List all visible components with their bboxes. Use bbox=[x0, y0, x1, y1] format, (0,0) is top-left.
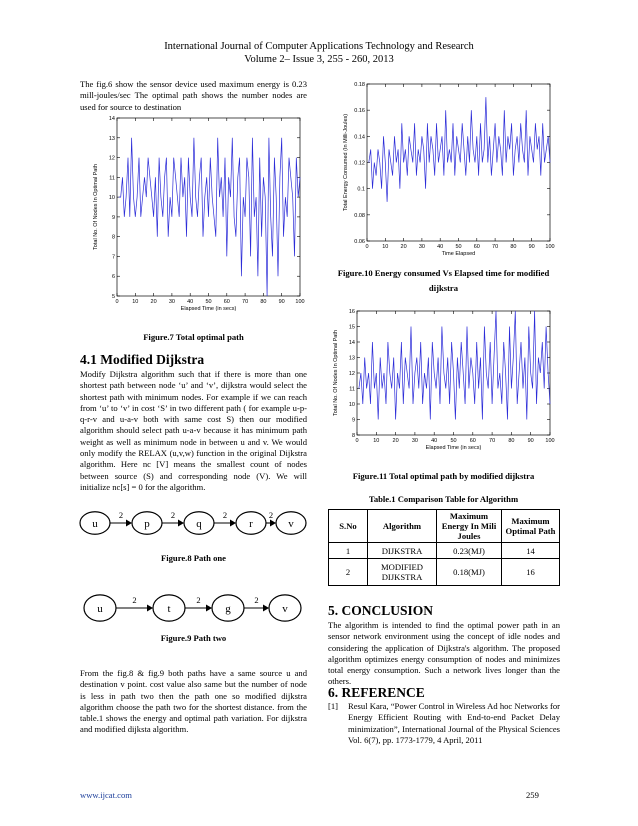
y-tick-label: 0.14 bbox=[354, 134, 365, 141]
x-tick-label: 30 bbox=[168, 299, 175, 305]
x-tick-label: 80 bbox=[510, 244, 517, 250]
y-tick-label: 13 bbox=[348, 355, 355, 362]
edge-weight-label: 2 bbox=[254, 595, 259, 605]
conclusion-title: 5. CONCLUSION bbox=[328, 603, 434, 618]
graph-node-label: p bbox=[144, 518, 150, 530]
y-tick-label: 12 bbox=[108, 155, 115, 162]
graph-node-label: u bbox=[97, 603, 103, 615]
x-axis-label: Time Elapsed bbox=[441, 251, 476, 257]
x-tick-label: 10 bbox=[382, 244, 389, 250]
fig7-caption: Figure.7 Total optimal path bbox=[143, 332, 244, 342]
fig7-optimal-path-plot bbox=[80, 112, 310, 322]
reference-1-number: [1] bbox=[328, 701, 339, 711]
x-tick-label: 90 bbox=[527, 438, 534, 444]
x-tick-label: 70 bbox=[489, 438, 496, 444]
cell-energy: 0.18(MJ) bbox=[437, 559, 502, 586]
graph-node-label: q bbox=[196, 518, 202, 530]
reference-1-text: Resul Kara, “Power Control in Wireless Ad hoc Networks for Energy Efficient Routing with End-to-end Packet Delay minimization”, International Journal of the Physical Sciences Vol. 6(7), pp. 1773-1779, 4 April, 2011 bbox=[348, 701, 560, 745]
y-tick-label: 0.08 bbox=[354, 212, 365, 219]
header-max-path: Maximum Optimal Path bbox=[502, 510, 560, 543]
edge-weight-label: 2 bbox=[196, 595, 201, 605]
cell-energy: 0.23(MJ) bbox=[437, 543, 502, 559]
edge-arrowhead bbox=[206, 605, 212, 612]
graph-node-label: v bbox=[282, 603, 288, 615]
fig9-path-two-diagram bbox=[78, 590, 310, 626]
x-tick-label: 0 bbox=[355, 438, 359, 444]
y-tick-label: 0.1 bbox=[357, 186, 365, 193]
fig11-optimal-path-plot bbox=[330, 305, 560, 457]
y-tick-label: 9 bbox=[351, 417, 355, 424]
x-tick-label: 0 bbox=[365, 244, 369, 250]
x-tick-label: 40 bbox=[187, 299, 194, 305]
table-header-row bbox=[329, 510, 560, 543]
x-tick-label: 90 bbox=[528, 244, 535, 250]
edge-arrowhead bbox=[126, 520, 132, 527]
y-tick-label: 10 bbox=[348, 402, 355, 408]
graph-node-label: g bbox=[225, 603, 231, 615]
x-tick-label: 60 bbox=[469, 438, 476, 444]
y-tick-label: 11 bbox=[349, 386, 355, 393]
y-axis-label: Total Energy Consumed (In Milli-Joules) bbox=[343, 113, 349, 212]
reference-title: 6. REFERENCE bbox=[328, 685, 425, 700]
x-tick-label: 70 bbox=[492, 244, 499, 250]
x-tick-label: 70 bbox=[242, 299, 249, 305]
table-caption: Table.1 Comparison Table for Algorithm bbox=[368, 494, 519, 504]
y-tick-label: 8 bbox=[351, 433, 355, 439]
y-axis-label: Total No. Of Nodes In Optimal Path bbox=[93, 164, 99, 250]
x-tick-label: 80 bbox=[260, 299, 267, 305]
x-tick-label: 90 bbox=[278, 299, 285, 305]
header-sno: S.No bbox=[329, 510, 368, 543]
fig8-path-one-diagram bbox=[78, 505, 310, 541]
x-tick-label: 10 bbox=[373, 438, 380, 444]
cell-sno: 2 bbox=[329, 559, 368, 586]
y-tick-label: 0.18 bbox=[354, 82, 365, 88]
x-tick-label: 50 bbox=[455, 244, 462, 250]
graph-node-label: t bbox=[167, 603, 171, 615]
y-tick-label: 11 bbox=[109, 175, 115, 182]
x-tick-label: 100 bbox=[295, 299, 305, 305]
edge-weight-label: 2 bbox=[170, 510, 176, 520]
x-tick-label: 100 bbox=[545, 244, 555, 250]
edge-arrowhead bbox=[230, 520, 236, 527]
x-tick-label: 30 bbox=[411, 438, 418, 444]
edge-arrowhead bbox=[147, 605, 153, 612]
graph-node-label: r bbox=[249, 518, 253, 530]
y-tick-label: 13 bbox=[108, 135, 115, 142]
edge-weight-label: 2 bbox=[132, 595, 137, 605]
fig10-caption-line2: dijkstra bbox=[428, 283, 459, 293]
x-tick-label: 40 bbox=[431, 438, 438, 444]
edge-weight-label: 2 bbox=[268, 510, 274, 520]
y-tick-label: 5 bbox=[111, 294, 115, 300]
y-tick-label: 15 bbox=[348, 324, 355, 331]
cell-path: 16 bbox=[502, 559, 560, 586]
x-tick-label: 20 bbox=[150, 299, 157, 305]
cell-algorithm: MODIFIED DIJKSTRA bbox=[368, 559, 437, 586]
graph-node-label: u bbox=[92, 518, 98, 530]
y-tick-label: 8 bbox=[111, 234, 115, 241]
journal-volume: Volume 2– Issue 3, 255 - 260, 2013 bbox=[244, 54, 394, 65]
x-tick-label: 50 bbox=[450, 438, 457, 444]
journal-title: International Journal of Computer Applications Technology and Research bbox=[164, 41, 474, 52]
fig9-caption: Figure.9 Path two bbox=[160, 633, 227, 643]
edge-weight-label: 2 bbox=[118, 510, 124, 520]
x-tick-label: 10 bbox=[132, 299, 139, 305]
conclusion-body: The algorithm is intended to find the optimal power path in an sensor network environment using the concept of idle nodes and considering the application of Dijkstra's algorithm. The proposed algorithm optimizes energy consumption of nodes and minimizes total energy consumption. Such a network lives longer than the others. bbox=[328, 620, 560, 687]
x-tick-label: 100 bbox=[545, 438, 555, 444]
footer-url-link[interactable]: www.ijcat.com bbox=[80, 790, 132, 800]
y-tick-label: 14 bbox=[348, 340, 355, 346]
x-tick-label: 20 bbox=[400, 244, 407, 250]
y-tick-label: 14 bbox=[108, 116, 115, 122]
edge-arrowhead bbox=[270, 520, 276, 527]
y-tick-label: 12 bbox=[348, 371, 355, 377]
edge-arrowhead bbox=[263, 605, 269, 612]
header-max-energy: Maximum Energy In Mili Joules bbox=[437, 510, 502, 543]
edge-arrowhead bbox=[178, 520, 184, 527]
y-tick-label: 9 bbox=[111, 214, 115, 221]
x-tick-label: 60 bbox=[473, 244, 480, 250]
y-tick-label: 0.16 bbox=[354, 108, 365, 115]
outro-paragraph: From the fig.8 & fig.9 both paths have a same source u and destination v point. cost value also same but the number of node is less in path two then the path one so modified dijkstra algorithm choose the path two for the shortest distance. from the table.1 shows the energy and optimal path variation. For dijkstra and modified dijksta algorithm. bbox=[80, 668, 307, 735]
comparison-table bbox=[328, 509, 560, 586]
graph-node-label: v bbox=[288, 518, 294, 530]
y-tick-label: 16 bbox=[348, 309, 355, 315]
plot-area bbox=[367, 84, 550, 241]
x-tick-label: 0 bbox=[115, 299, 119, 305]
x-tick-label: 80 bbox=[508, 438, 515, 444]
x-tick-label: 30 bbox=[418, 244, 425, 250]
fig11-caption: Figure.11 Total optimal path by modified dijkstra bbox=[352, 471, 535, 481]
table-row bbox=[329, 559, 560, 586]
header-algorithm: Algorithm bbox=[368, 510, 437, 543]
section-4-1-body: Modify Dijkstra algorithm such that if there is more than one shortest path between node ‘u’ and ‘v’, dijkstra would select the shortest path with minimum nodes. For example if we can reach from ‘u’ to ‘v’ in cost ‘S’ in two different path ( for example u-p-q-r-v and u-a-v both with same cost S) then our modified algorithm should select path u-a-v because it has minimum path weight as well as minimum node in between u and v. We would only modify the RELAX (u,v,w) function in the original Dijkstra algorithm. Here nc [V] means the smallest count of nodes between source (S) and corresponding node (V). We will initialize nc[s] = 0 for the algorithm. bbox=[80, 369, 307, 492]
table-row bbox=[329, 543, 560, 559]
y-tick-label: 6 bbox=[111, 274, 115, 281]
x-axis-label: Elapsed Time (in secs) bbox=[180, 306, 237, 312]
x-axis-label: Elapsed Time (in secs) bbox=[425, 445, 482, 451]
y-tick-label: 0.12 bbox=[354, 160, 365, 167]
x-tick-label: 60 bbox=[223, 299, 230, 305]
cell-sno: 1 bbox=[329, 543, 368, 559]
y-tick-label: 0.06 bbox=[354, 239, 365, 245]
y-axis-label: Total No. Of Nodes In Optimal Path bbox=[333, 330, 339, 416]
section-4-1-title: 4.1 Modified Dijkstra bbox=[80, 352, 205, 367]
x-tick-label: 40 bbox=[437, 244, 444, 250]
cell-path: 14 bbox=[502, 543, 560, 559]
edge-weight-label: 2 bbox=[222, 510, 228, 520]
fig10-caption-line1: Figure.10 Energy consumed Vs Elapsed time for modified bbox=[337, 268, 550, 278]
cell-algorithm: DIJKSTRA bbox=[368, 543, 437, 559]
x-tick-label: 20 bbox=[392, 438, 399, 444]
y-tick-label: 10 bbox=[108, 195, 115, 202]
fig10-energy-plot bbox=[330, 78, 560, 263]
fig8-caption: Figure.8 Path one bbox=[160, 553, 226, 563]
y-tick-label: 7 bbox=[111, 254, 115, 261]
page-number: 259 bbox=[526, 790, 539, 800]
intro-paragraph: The fig.6 show the sensor device used maximum energy is 0.23 mill-joules/sec The optimal path shows the number nodes are used for source to destination bbox=[80, 79, 307, 112]
x-tick-label: 50 bbox=[205, 299, 212, 305]
